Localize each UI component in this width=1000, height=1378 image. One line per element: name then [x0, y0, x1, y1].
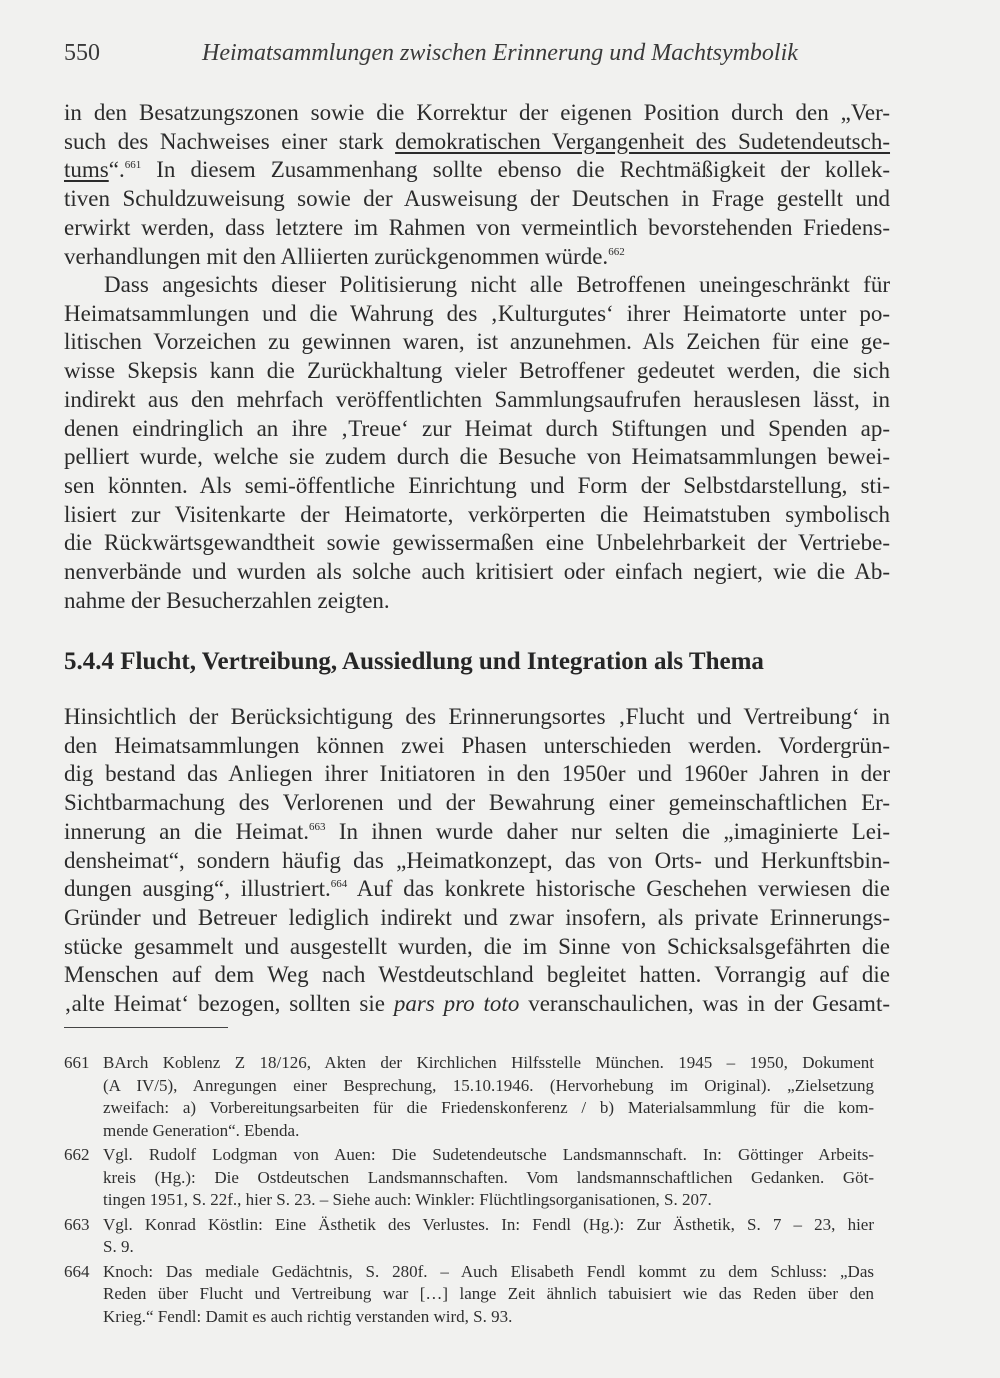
running-head [64, 40, 944, 80]
text-line: innerung an die Heimat.$^{663}$ In ihnen wurde daher nur selten die „imaginierte Lei- [64, 818, 891, 844]
text-line: Sichtbarmachung des Verlorenen und der Bewahrung einer gemeinschaftlichen Er- [64, 790, 890, 816]
paragraph-3 [64, 703, 890, 1019]
text-line: tums“.$^{661}$ In diesem Zusammenhang sollte ebenso die Rechtmäßigkeit der kollek- [64, 157, 890, 183]
footnote-line: Vgl. Konrad Köstlin: Eine Ästhetik des Verlustes. In: Fendl (Hg.): Zur Ästhetik, S. 7 – 23, hier [103, 1214, 874, 1234]
footnote-number: 662 [64, 1145, 90, 1164]
paragraph-2 [64, 271, 890, 615]
text-line: Gründer und Betreuer lediglich indirekt und zwar insofern, als private Erinnerungs- [64, 904, 890, 930]
footnote-line: BArch Koblenz Z 18/126, Akten der Kirchlichen Hilfsstelle München. 1945 – 1950, Dokument [103, 1053, 874, 1072]
footnote-line: (A IV/5), Anregungen einer Besprechung, 15.10.1946. (Hervorhebung im Original). „Zielsetzung [103, 1075, 874, 1095]
footnote-number: 663 [64, 1214, 90, 1234]
footnote-line: tingen 1951, S. 22f., hier S. 23. – Siehe auch: Winkler: Flüchtlingsorganisationen, S. 207. [103, 1190, 712, 1209]
underlined-phrase: demokratischen Vergangenheit des Sudetendeutsch- [395, 128, 891, 154]
text-line: nahme der Besucherzahlen zeigten. [64, 587, 390, 613]
text-line: ‚alte Heimat‘ bezogen, sollten sie pars pro toto veranschaulichen, was in der Gesamt- [64, 991, 890, 1017]
footnote-ref-663: 663 [309, 820, 326, 833]
text-line: pelliert wurde, welche sie zudem durch die Besuche von Heimatsammlungen bewei- [64, 444, 890, 470]
text-line: Dass angesichts dieser Politisierung nicht alle Betroffenen uneingeschränkt für [64, 272, 890, 297]
text-line: tiven Schuldzuweisung sowie der Ausweisung der Deutschen in Frage gestellt und [64, 186, 890, 212]
text-line: die Rückwärtsgewandtheit sowie gewissermaßen eine Unbelehrbarkeit der Vertriebe- [64, 530, 890, 556]
page-number: 550 [64, 40, 100, 66]
text-line: such des Nachweises einer stark demokratischen Vergangenheit des Sudetendeutsch- [64, 128, 891, 154]
text-line: indirekt aus den mehrfach veröffentlichten Sammlungsaufrufen herauslesen lässt, in [64, 386, 890, 412]
footnote-line: Krieg.“ Fendl: Damit es auch richtig verstanden wird, S. 93. [103, 1306, 513, 1326]
text-line: wisse Skepsis kann die Zurückhaltung vieler Betroffener gedeutet werden, die sich [64, 358, 890, 384]
footnote-separator [64, 1027, 228, 1028]
footnote-line: kreis (Hg.): Die Ostdeutschen Landsmannschaften. Vom landsmannschaftlichen Gedanken. Göt- [103, 1167, 874, 1187]
text-line: Hinsichtlich der Berücksichtigung des Erinnerungsortes ‚Flucht und Vertreibung‘ in [64, 704, 890, 729]
text-line: sen könnten. Als semi-öffentliche Einrichtung und Form der Selbstdarstellung, sti- [64, 472, 890, 498]
footnote-line: zweifach: a) Vorbereitungsarbeiten für die Friedenskonferenz / b) Materialsammlung für die kom- [103, 1098, 874, 1117]
footnote-line: Reden über Flucht und Vertreibung war […] lange Zeit ähnlich tabuisiert wie das Reden über den [103, 1284, 874, 1303]
footnote-663 [64, 1214, 874, 1259]
text-line: den Heimatsammlungen können zwei Phasen unterschieden werden. Vordergrün- [64, 732, 890, 758]
text-line: lisiert zur Visitenkarte der Heimatorte, verkörperten die Heimatstuben symbolisch [64, 501, 890, 527]
footnote-664 [64, 1261, 874, 1329]
footnote-number: 664 [64, 1261, 90, 1281]
footnote-text [103, 1144, 874, 1212]
section-heading: 5.4.4 Flucht, Vertreibung, Aussiedlung und Integration als Thema [64, 648, 764, 675]
footnote-ref-661: 661 [124, 159, 142, 172]
running-title: Heimatsammlungen zwischen Erinnerung und Machtsymbolik [202, 40, 798, 66]
text-line: nenverbände und wurden als solche auch kritisiert oder einfach negiert, wie die Ab- [64, 559, 890, 585]
text-line: dungen ausging“, illustriert.$^{664}$ Auf das konkrete historische Geschehen verwiesen die [64, 876, 890, 902]
footnotes [64, 1052, 874, 1330]
text-line: stücke gesammelt und ausgestellt wurden, die im Sinne von Schicksalsgefährten die [64, 933, 890, 959]
footnote-ref-662: 662 [608, 245, 625, 258]
text-line: erwirkt werden, dass letztere im Rahmen von vermeintlich bevorstehenden Friedens- [64, 214, 890, 240]
footnote-662 [64, 1144, 874, 1212]
footnote-text [103, 1052, 874, 1142]
footnote-line: mende Generation“. Ebenda. [103, 1120, 300, 1140]
footnote-text [103, 1214, 874, 1259]
text-line: in den Besatzungszonen sowie die Korrektur der eigenen Position durch den „Ver- [64, 100, 890, 125]
footnote-line: S. 9. [103, 1237, 134, 1256]
text-line: litischen Vorzeichen zu gewinnen waren, ist anzunehmen. Als Zeichen für eine ge- [64, 329, 890, 355]
text-line: densheimat“, sondern häufig das „Heimatkonzept, das von Orts- und Herkunftsbin- [64, 847, 890, 873]
italic-phrase: pars pro toto [393, 991, 520, 1017]
text-line: denen eindringlich an ihre ‚Treue‘ zur Heimat durch Stiftungen und Spenden ap- [64, 415, 890, 441]
footnote-line: Knoch: Das mediale Gedächtnis, S. 280f. – Auch Elisabeth Fendl kommt zu dem Schluss: „Das [103, 1261, 874, 1281]
footnote-661 [64, 1052, 874, 1142]
paragraph-1 [64, 99, 890, 271]
footnote-line: Vgl. Rudolf Lodgman von Auen: Die Sudetendeutsche Landsmannschaft. In: Göttinger Arbeits- [103, 1145, 874, 1164]
text-line: Menschen auf dem Weg nach Westdeutschland begleitet hatten. Vorrangig auf die [64, 962, 890, 988]
footnote-text [103, 1261, 874, 1329]
text-line: dig bestand das Anliegen ihrer Initiatoren in den 1950er und 1960er Jahren in der [64, 761, 890, 787]
text-line: verhandlungen mit den Alliierten zurückgenommen würde.$^{662}$ [64, 243, 625, 269]
underlined-phrase: tums [64, 157, 109, 183]
footnote-number: 661 [64, 1053, 90, 1072]
footnote-ref-664: 664 [330, 878, 348, 891]
text-line: Heimatsammlungen und die Wahrung des ‚Kulturgutes‘ ihrer Heimatorte unter po- [64, 300, 890, 326]
